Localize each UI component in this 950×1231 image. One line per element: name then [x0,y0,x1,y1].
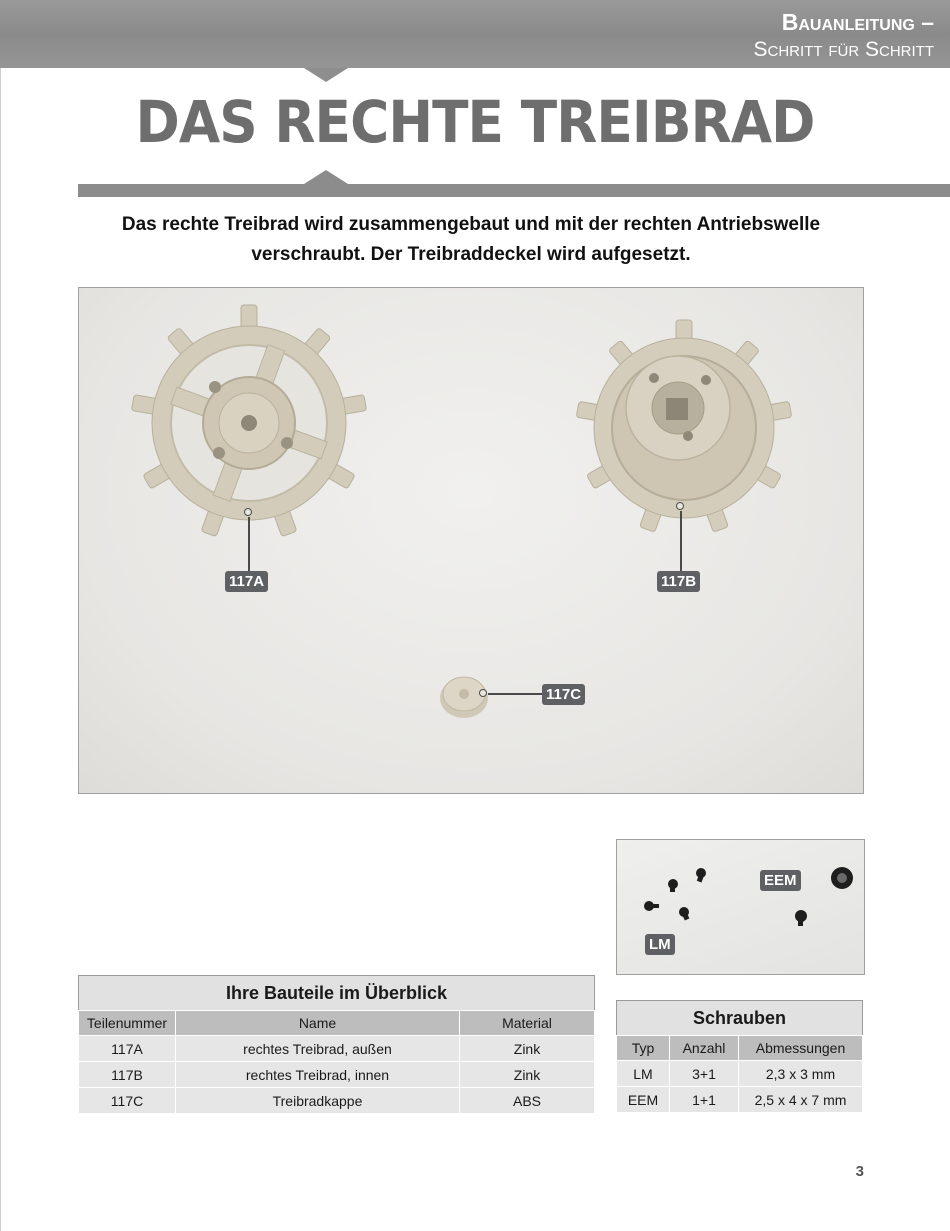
table-cell: rechtes Treibrad, innen [176,1062,460,1088]
table-cell: ABS [460,1088,595,1114]
series-title-line1: Bauanleitung – [781,9,934,35]
parts-photo [78,287,864,794]
table-cell: 117A [79,1036,176,1062]
title-divider [78,184,950,197]
label-lm: LM [645,934,675,955]
leader-line-117c [488,693,542,695]
column-header: Typ [617,1036,670,1061]
header-notch [304,68,348,82]
column-header: Anzahl [670,1036,739,1061]
column-header: Teilenummer [79,1011,176,1036]
table-cell: Zink [460,1062,595,1088]
table-row [79,1062,595,1088]
table-cell: 1+1 [670,1087,739,1113]
intro-text: Das rechte Treibrad wird zusammengebaut und mit der rechten Antriebswelle verschraubt. Der Treibraddeckel wird aufgesetzt. [121,214,821,265]
label-117c: 117C [542,684,585,705]
table-cell: EEM [617,1087,670,1113]
table-cell: 2,5 x 4 x 7 mm [739,1087,863,1113]
table-cell: 117B [79,1062,176,1088]
table-cell: 2,3 x 3 mm [739,1061,863,1087]
column-header: Abmessungen [739,1036,863,1061]
table-row [79,1088,595,1114]
sprocket-inner-117b [576,320,791,532]
divider-notch [304,170,348,184]
label-117a: 117A [225,571,268,592]
label-eem: EEM [760,870,801,891]
header-bar [0,0,950,68]
screws-photo [616,839,865,975]
sprocket-outer-117a [131,305,366,537]
screws-table-title: Schrauben [616,1000,863,1035]
leader-dot-117c [479,689,487,697]
leader-dot-117a [244,508,252,516]
table-cell: Zink [460,1036,595,1062]
page-number: 3 [855,1163,864,1180]
page-edge [0,68,1,1231]
table-cell: 117C [79,1088,176,1114]
table-cell: 3+1 [670,1061,739,1087]
screws-table [616,1000,863,1113]
table-row [617,1087,863,1113]
column-header: Material [460,1011,595,1036]
table-cell: rechtes Treibrad, außen [176,1036,460,1062]
table-header-row [79,1011,595,1036]
parts-illustration [79,288,863,793]
leader-line-117b [680,511,682,572]
table-cell: Treibradkappe [176,1088,460,1114]
series-title-line2: Schritt für Schritt [753,38,934,61]
wheel-cap-117c [440,677,488,718]
table-row [79,1036,595,1062]
leader-dot-117b [676,502,684,510]
parts-table [78,975,595,1114]
series-title [754,8,935,64]
label-117b: 117B [657,571,700,592]
leader-line-117a [248,517,250,572]
table-row [617,1061,863,1087]
table-cell: LM [617,1061,670,1087]
table-header-row [617,1036,863,1061]
column-header: Name [176,1011,460,1036]
page-title: DAS RECHTE TREIBRAD [135,88,815,156]
parts-table-title: Ihre Bauteile im Überblick [78,975,595,1010]
